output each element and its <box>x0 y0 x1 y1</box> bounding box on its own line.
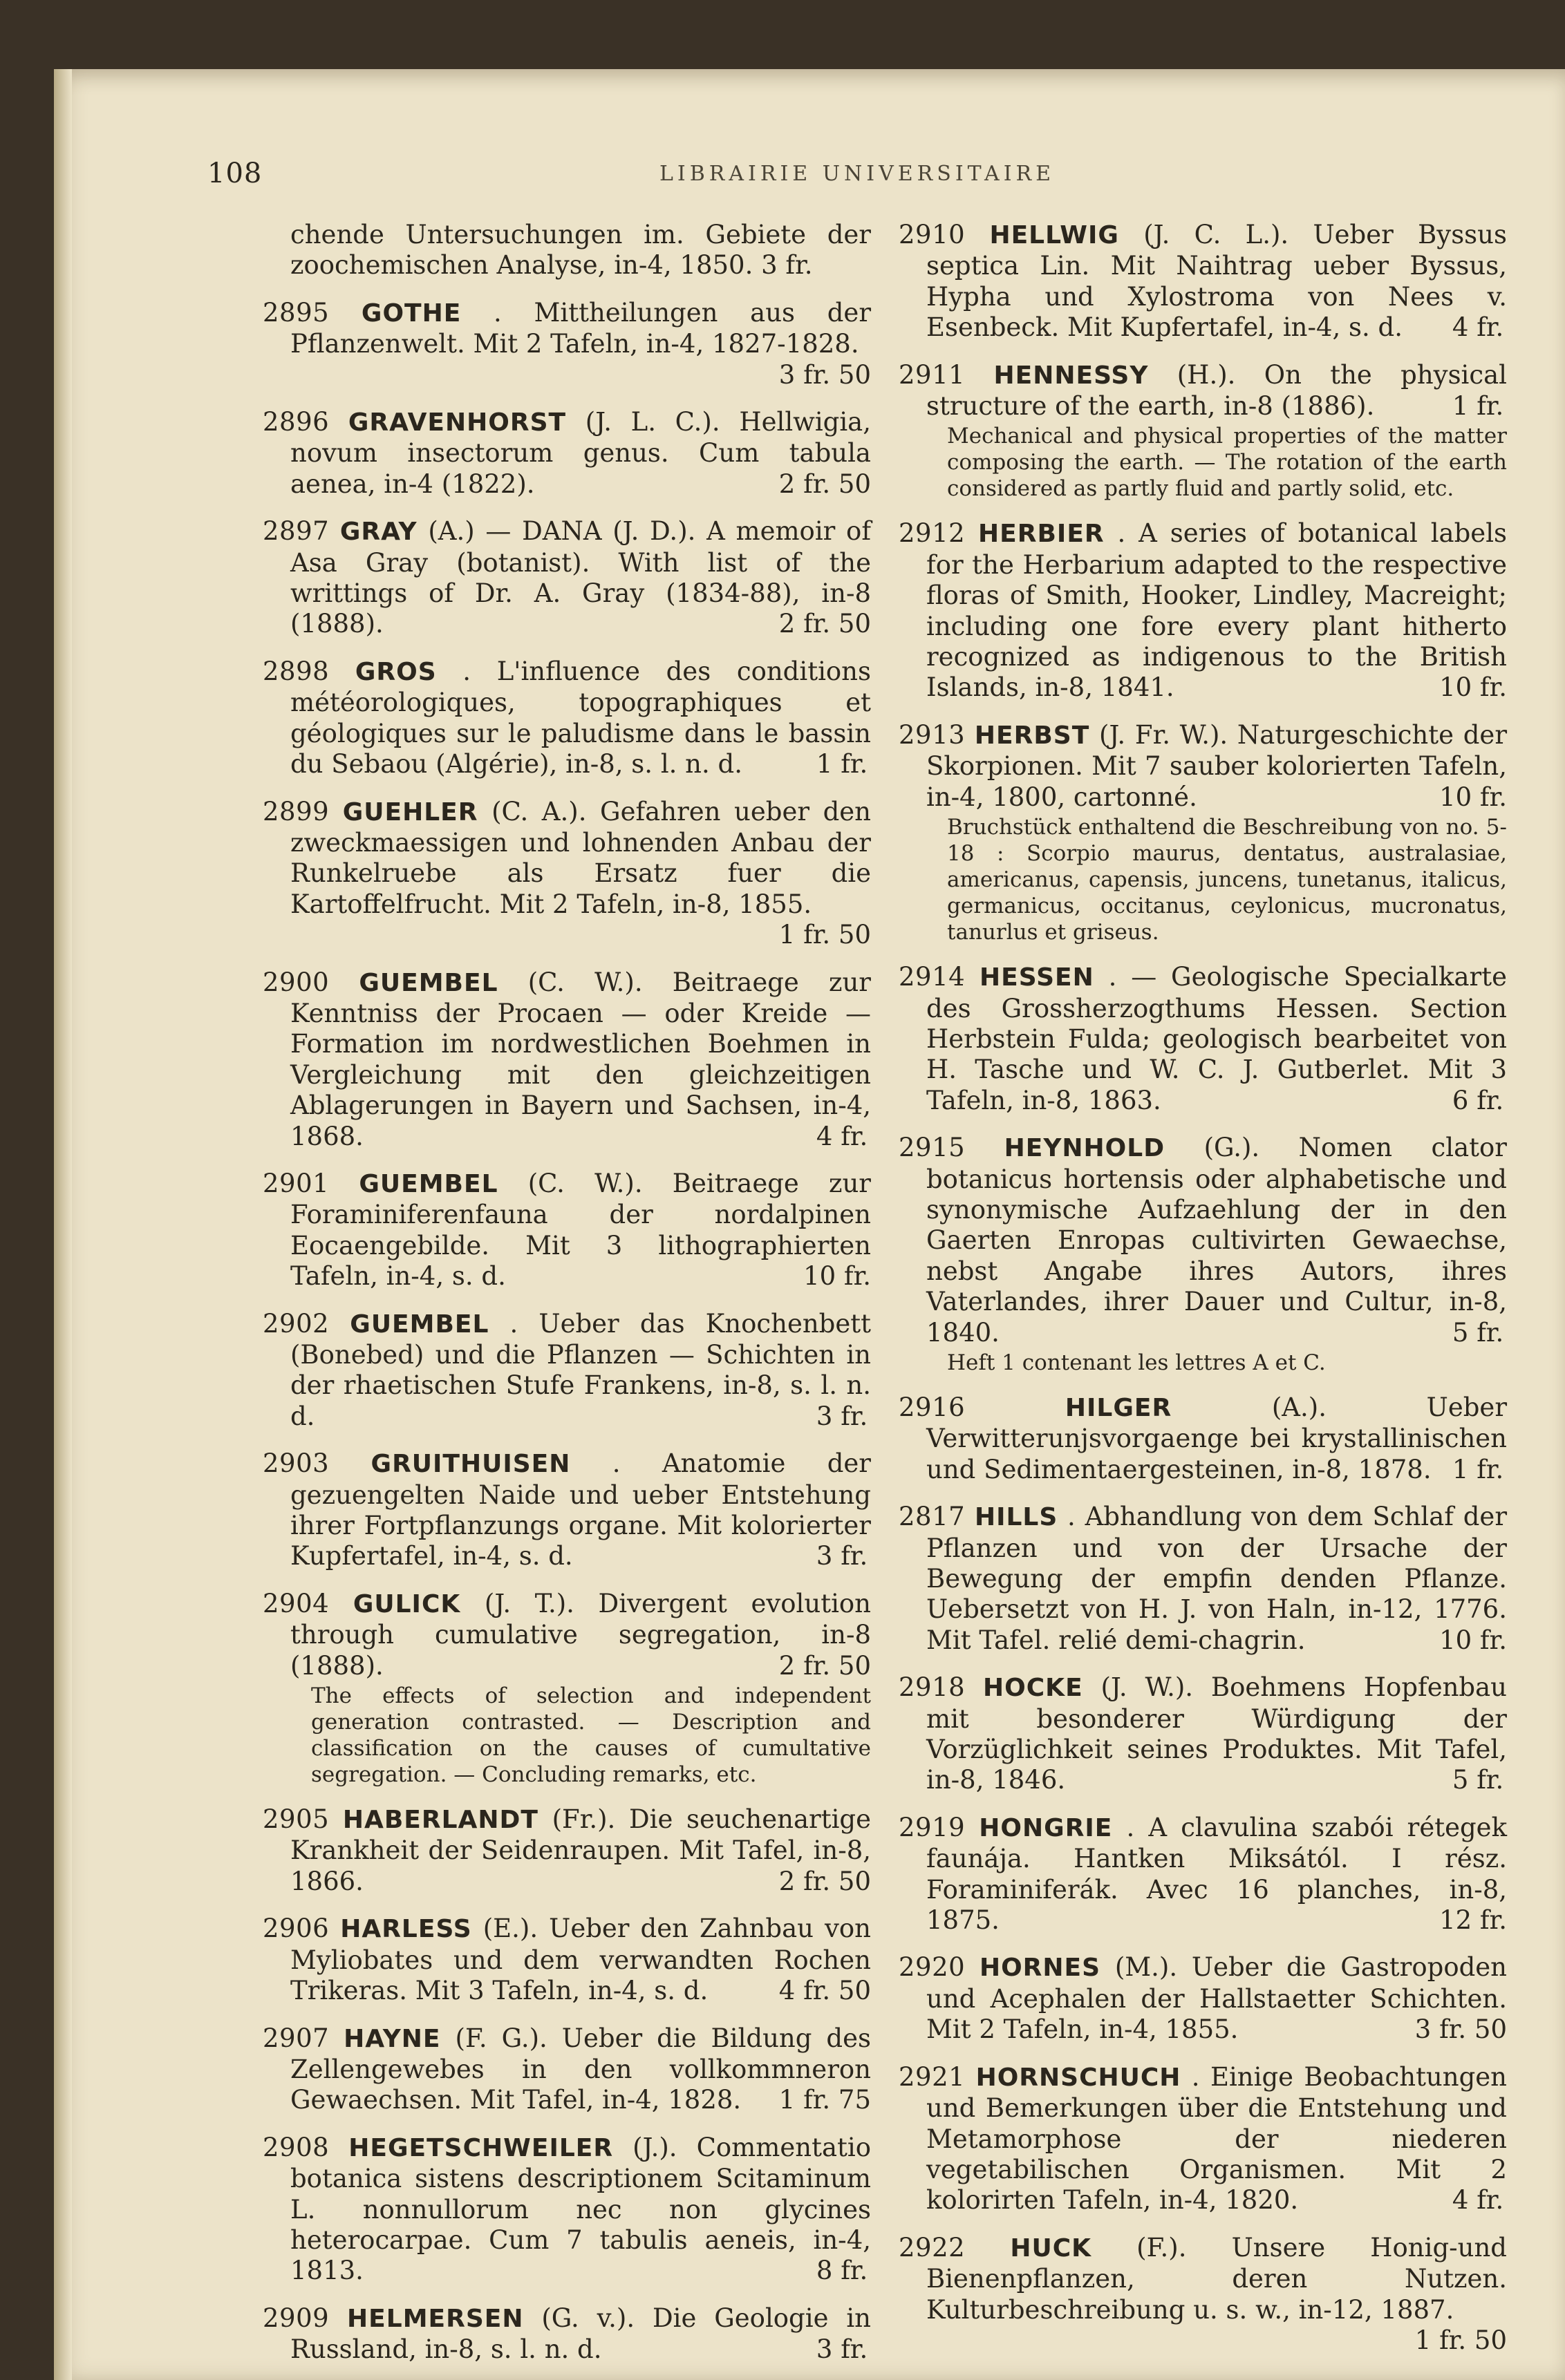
entry-text: . Ueber das Knochenbett (Bonebed) und die Pflanzen — Schichten in der rhaetischen Stufe Frankens, in-8, s. l. n. d. <box>290 1308 871 1431</box>
entry-price: 8 fr. <box>816 2256 868 2286</box>
entry-author: GUEMBEL <box>359 968 498 997</box>
entry-price: 2 fr. 50 <box>778 1866 871 1896</box>
entry-number: 2916 <box>899 1392 966 1422</box>
entry-author: GUEHLER <box>342 797 478 827</box>
entry-price: 4 fr. <box>1452 2185 1504 2216</box>
catalogue-entry <box>899 360 1507 502</box>
entry-text: (F.). Unsere Honig-und Bienenpflanzen, deren Nutzen. Kulturbeschreibung u. s. w., in-12, 1887. <box>926 2232 1507 2325</box>
entry-number: 2909 <box>263 2303 330 2333</box>
catalogue-entry <box>899 1133 1507 1376</box>
entry-author: GUEMBEL <box>350 1310 489 1339</box>
catalogue-entry <box>263 1589 871 1788</box>
catalogue-entry <box>899 1813 1507 1936</box>
entry-price: 1 fr. 75 <box>778 2085 871 2115</box>
entry-price: 10 fr. <box>803 1261 871 1292</box>
entry-text: . A clavulina szabói rétegek faunája. Hantken Miksától. I rész. Foraminiferák. Avec 16 planches, in-8, 1875. <box>926 1812 1507 1936</box>
entry-number: 2919 <box>899 1812 966 1842</box>
catalogue-entry <box>899 518 1507 703</box>
catalogue-entry <box>899 1672 1507 1796</box>
entry-text: (Fr.). Die seuchenartige Krankheit der Seidenraupen. Mit Tafel, in-8, 1866. <box>290 1804 872 1896</box>
catalogue-entry <box>899 720 1507 945</box>
entry-text: (F. G.). Ueber die Bildung des Zellengewebes in den vollkommneron Gewaechsen. Mit Tafel, in-4, 1828. <box>290 2023 872 2115</box>
entry-author: HERBST <box>974 721 1090 750</box>
catalogue-entry <box>899 220 1507 343</box>
entry-price: 2 fr. 50 <box>778 469 871 499</box>
entry-text: (G. v.). Die Geologie in Russland, in-8, s. l. n. d. <box>290 2303 871 2365</box>
entry-number: 2901 <box>263 1168 330 1198</box>
catalogue-entry <box>263 1169 871 1292</box>
catalogue-entry <box>263 797 871 951</box>
entry-price: 3 fr. <box>816 1541 868 1571</box>
entry-number: 2896 <box>263 407 330 437</box>
entry-number: 2908 <box>263 2132 330 2162</box>
entry-text: (M.). Ueber die Gastropoden und Acephalen der Hallstaetter Schichten. Mit 2 Tafeln, in-4, 1855. <box>926 1952 1508 2045</box>
entry-text: (E.). Ueber den Zahnbau von Myliobates und dem verwandten Rochen Trikeras. Mit 3 Tafeln, in-4, s. d. <box>290 1914 871 2006</box>
entry-text: (J. L. C.). Hellwigia, novum insectorum genus. Cum tabula aenea, in-4 (1822). <box>290 407 871 499</box>
entry-author: HAYNE <box>344 2024 441 2053</box>
catalogue-entry <box>263 1804 871 1897</box>
entry-number: 2904 <box>263 1588 330 1618</box>
entry-author: HESSEN <box>980 963 1094 992</box>
entry-author: HEGETSCHWEILER <box>348 2133 614 2162</box>
entry-number: 2897 <box>263 516 330 547</box>
entry-author: GRUITHUISEN <box>371 1450 571 1479</box>
entry-number: 2903 <box>263 1448 330 1479</box>
entry-number: 2895 <box>263 297 330 328</box>
entry-price: 2 fr. 50 <box>778 1650 871 1681</box>
entry-price: 5 fr. <box>1452 1317 1504 1348</box>
entry-text: (C. W.). Beitraege zur Kenntniss der Procaen — oder Kreide — Formation im nordwestlichen Boehmen in Vergleichung mit den gleichzeitigen Ablagerungen in Bayern und Sachsen, in-4, 1868. <box>290 967 871 1151</box>
entry-text: (J. W.). Boehmens Hopfenbau mit besonderer Würdigung der Vorzüglichkeit seines Produktes. Mit Tafel, in-8, 1846. <box>926 1672 1507 1795</box>
catalogue-entry <box>263 1309 871 1433</box>
entry-price: 3 fr. 50 <box>778 359 871 390</box>
entry-note: The effects of selection and independent generation contrasted. — Description and classification on the causes of cumultative segregation. — Concluding remarks, etc. <box>311 1683 871 1788</box>
entry-number: 2920 <box>899 1952 966 1983</box>
entry-text: . Abhandlung von dem Schlaf der Pflanzen und von der Ursache der Bewegung der empfin denden Pflanze. Uebersetzt von H. J. von Haln, in-12, 1776. Mit Tafel. relié demi-chagrin. <box>926 1502 1508 1655</box>
entry-price: 3 fr. 50 <box>1414 2014 1507 2045</box>
entry-author: HABERLANDT <box>342 1806 538 1835</box>
entry-text: (G.). Nomen clator botanicus hortensis oder alphabetische und synonymische Aufzaehlung der in den Gaerten Enropas cultivirten Gewaechse, nebst Angabe ihres Autors, ihres Vaterlandes, ihrer Dauer und Cultur, in-8, 1840. <box>926 1133 1507 1348</box>
entry-price: 10 fr. <box>1439 672 1507 703</box>
entry-number: 2899 <box>263 796 330 827</box>
entry-author: HOCKE <box>983 1674 1083 1703</box>
entry-author: HILLS <box>974 1503 1058 1532</box>
entry-number: 2900 <box>263 967 330 997</box>
catalogue-entry <box>899 2233 1507 2357</box>
entry-number: 2911 <box>899 359 966 390</box>
entry-text: . Anatomie der gezuengelten Naide und ueber Entstehung ihrer Fortpflanzungs organe. Mit kolorierter Kupfertafel, in-4, s. d. <box>290 1448 871 1571</box>
entry-author: GUEMBEL <box>359 1169 498 1198</box>
entry-note: Mechanical and physical properties of the matter composing the earth. — The rotation of the earth considered as partly fluid and partly solid, etc. <box>947 424 1507 502</box>
entry-price: 4 fr. <box>816 1121 868 1151</box>
entry-author: HILGER <box>1065 1393 1172 1422</box>
entry-text: (C. A.). Gefahren ueber den zweckmaessigen und lohnenden Anbau der Runkelruebe als Ersatz fuer die Kartoffelfrucht. Mit 2 Tafeln, in-8, 1855. <box>290 796 872 919</box>
right-column <box>899 220 1507 2372</box>
entry-author: GRAVENHORST <box>348 408 567 437</box>
catalogue-entry <box>263 1914 871 2006</box>
catalogue-entry <box>263 298 871 390</box>
entry-number: 2921 <box>899 2061 966 2092</box>
catalogue-entry <box>263 1448 871 1572</box>
entry-text: (C. W.). Beitraege zur Foraminiferenfauna der nordalpinen Eocaengebilde. Mit 3 lithographierten Tafeln, in-4, s. d. <box>290 1168 871 1292</box>
entry-author: GROS <box>355 657 437 686</box>
entry-number: 2913 <box>899 719 966 750</box>
entry-price: 1 fr. <box>1452 1454 1504 1484</box>
entry-number: 2910 <box>899 220 966 249</box>
entry-price: 2 fr. 50 <box>778 609 871 639</box>
entry-price: 10 fr. <box>1439 1625 1507 1655</box>
entry-author: HELLWIG <box>989 221 1119 249</box>
entry-author: HORNSCHUCH <box>975 2063 1181 2092</box>
catalogue-entry <box>899 1392 1507 1485</box>
entry-number: 2915 <box>899 1133 966 1163</box>
entry-price: 3 fr. <box>816 1401 868 1431</box>
entry-text: (H.). On the physical structure of the earth, in-8 (1886). <box>926 359 1508 422</box>
entry-text: (A.). Ueber Verwitterunjsvorgaenge bei krystallinischen und Sedimentaergesteinen, in-8, 1878. <box>926 1392 1508 1484</box>
entry-number: 2906 <box>263 1914 330 1944</box>
entry-number: 2905 <box>263 1804 330 1835</box>
entry-text: . L'influence des conditions météorologiques, topographiques et géologiques sur le paludisme dans le bassin du Sebaou (Algérie), in-8, s. l. n. d. <box>290 656 871 780</box>
entry-author: HARLESS <box>340 1915 472 1944</box>
running-head: LIBRAIRIE UNIVERSITAIRE <box>659 162 1056 186</box>
catalogue-entry <box>899 962 1507 1116</box>
entry-number: 2918 <box>899 1672 966 1703</box>
continued-entry-text: chende Untersuchungen im. Gebiete der zoochemischen Analyse, in-4, 1850. 3 fr. <box>290 220 871 281</box>
entry-author: HORNES <box>979 1954 1101 1983</box>
entry-text: (J.). Commentatio botanica sistens descriptionem Scitaminum L. nonnullorum nec non glycines heterocarpae. Cum 7 tabulis aeneis, in-4, 1813. <box>290 2132 871 2286</box>
entry-text: . Einige Beobachtungen und Bemerkungen über die Entstehung und Metamorphose der niederen vegetabilischen Organismen. Mit 2 kolorirten Tafeln, in-4, 1820. <box>926 2061 1508 2216</box>
entry-number: 2907 <box>263 2023 330 2053</box>
entry-text: (A.) — DANA (J. D.). A memoir of Asa Gray (botanist). With list of the writtings of Dr. A. Gray (1834-88), in-8 (1888). <box>290 516 872 639</box>
entry-author: HONGRIE <box>979 1813 1113 1842</box>
entry-price: 3 fr. <box>816 2334 868 2365</box>
entry-price: 5 fr. <box>1452 1765 1504 1795</box>
entry-number: 2922 <box>899 2232 966 2263</box>
catalogue-entry <box>263 967 871 1152</box>
entry-number: 2817 <box>899 1502 966 1532</box>
entry-author: HELMERSEN <box>347 2304 524 2333</box>
catalogue-entry <box>263 516 871 640</box>
entry-price: 10 fr. <box>1439 782 1507 812</box>
entry-author: GOTHE <box>361 299 462 328</box>
left-column <box>263 220 871 2380</box>
catalogue-entry <box>899 1952 1507 2045</box>
entry-author: GRAY <box>339 518 418 547</box>
page-header <box>207 158 1507 199</box>
entry-number: 2898 <box>263 656 330 686</box>
entry-author: HEYNHOLD <box>1004 1134 1165 1163</box>
entry-author: GULICK <box>353 1589 461 1618</box>
catalogue-entry <box>263 2023 871 2116</box>
page-number: 108 <box>207 158 263 189</box>
catalogue-entry <box>263 407 871 500</box>
entry-text: . Mittheilungen aus der Pflanzenwelt. Mit 2 Tafeln, in-4, 1827-1828. <box>290 297 872 359</box>
entry-number: 2914 <box>899 962 966 992</box>
entry-author: HERBIER <box>978 520 1105 549</box>
entry-author: HUCK <box>1010 2233 1092 2263</box>
entry-text: (J. T.). Divergent evolution through cumulative segregation, in-8 (1888). <box>290 1588 872 1681</box>
catalogue-entry <box>263 657 871 780</box>
entry-price: 1 fr. 50 <box>778 920 871 950</box>
entry-price: 6 fr. <box>1452 1085 1504 1115</box>
entry-author: HENNESSY <box>993 361 1149 390</box>
catalogue-entry <box>263 2303 871 2365</box>
entry-price: 4 fr. <box>1452 312 1504 343</box>
entry-number: 2902 <box>263 1308 330 1339</box>
entry-price: 1 fr. <box>816 749 868 780</box>
entry-text: (J. C. L.). Ueber Byssus septica Lin. Mit Naihtrag ueber Byssus, Hypha und Xylostroma von Nees v. Esenbeck. Mit Kupfertafel, in-4, s. d. <box>926 220 1507 343</box>
entry-note: Bruchstück enthaltend die Beschreibung von no. 5-18 : Scorpio maurus, dentatus, australasiae, americanus, capensis, juncens, tunetanus, italicus, germanicus, occitanus, ceylonicus, mucronatus, tanurlus et griseus. <box>947 815 1507 945</box>
entry-price: 12 fr. <box>1439 1905 1507 1936</box>
entry-price: 1 fr. <box>1452 391 1504 422</box>
entry-text: . — Geologische Specialkarte des Grossherzogthums Hessen. Section Herbstein Fulda; geologisch bearbeitet von H. Tasche und W. C. J. Gutberlet. Mit 3 Tafeln, in-8, 1863. <box>926 962 1507 1115</box>
entry-number: 2912 <box>899 518 966 549</box>
entry-price: 4 fr. 50 <box>778 1976 871 2006</box>
entry-price: 1 fr. 50 <box>1414 2325 1507 2355</box>
catalogue-entry <box>899 1502 1507 1656</box>
catalogue-entry <box>263 2133 871 2287</box>
entry-note: Heft 1 contenant les lettres A et C. <box>947 1350 1326 1375</box>
entry-text: (J. Fr. W.). Naturgeschichte der Skorpionen. Mit 7 sauber kolorierten Tafeln, in-4, 1800, cartonné. <box>926 719 1508 812</box>
catalogue-entry <box>899 2062 1507 2216</box>
entry-text: . A series of botanical labels for the Herbarium adapted to the respective floras of Smith, Hooker, Lindley, Macreight; including one fore every plant hitherto recognized as indigenous to the British Islands, in-8, 1841. <box>926 518 1508 703</box>
